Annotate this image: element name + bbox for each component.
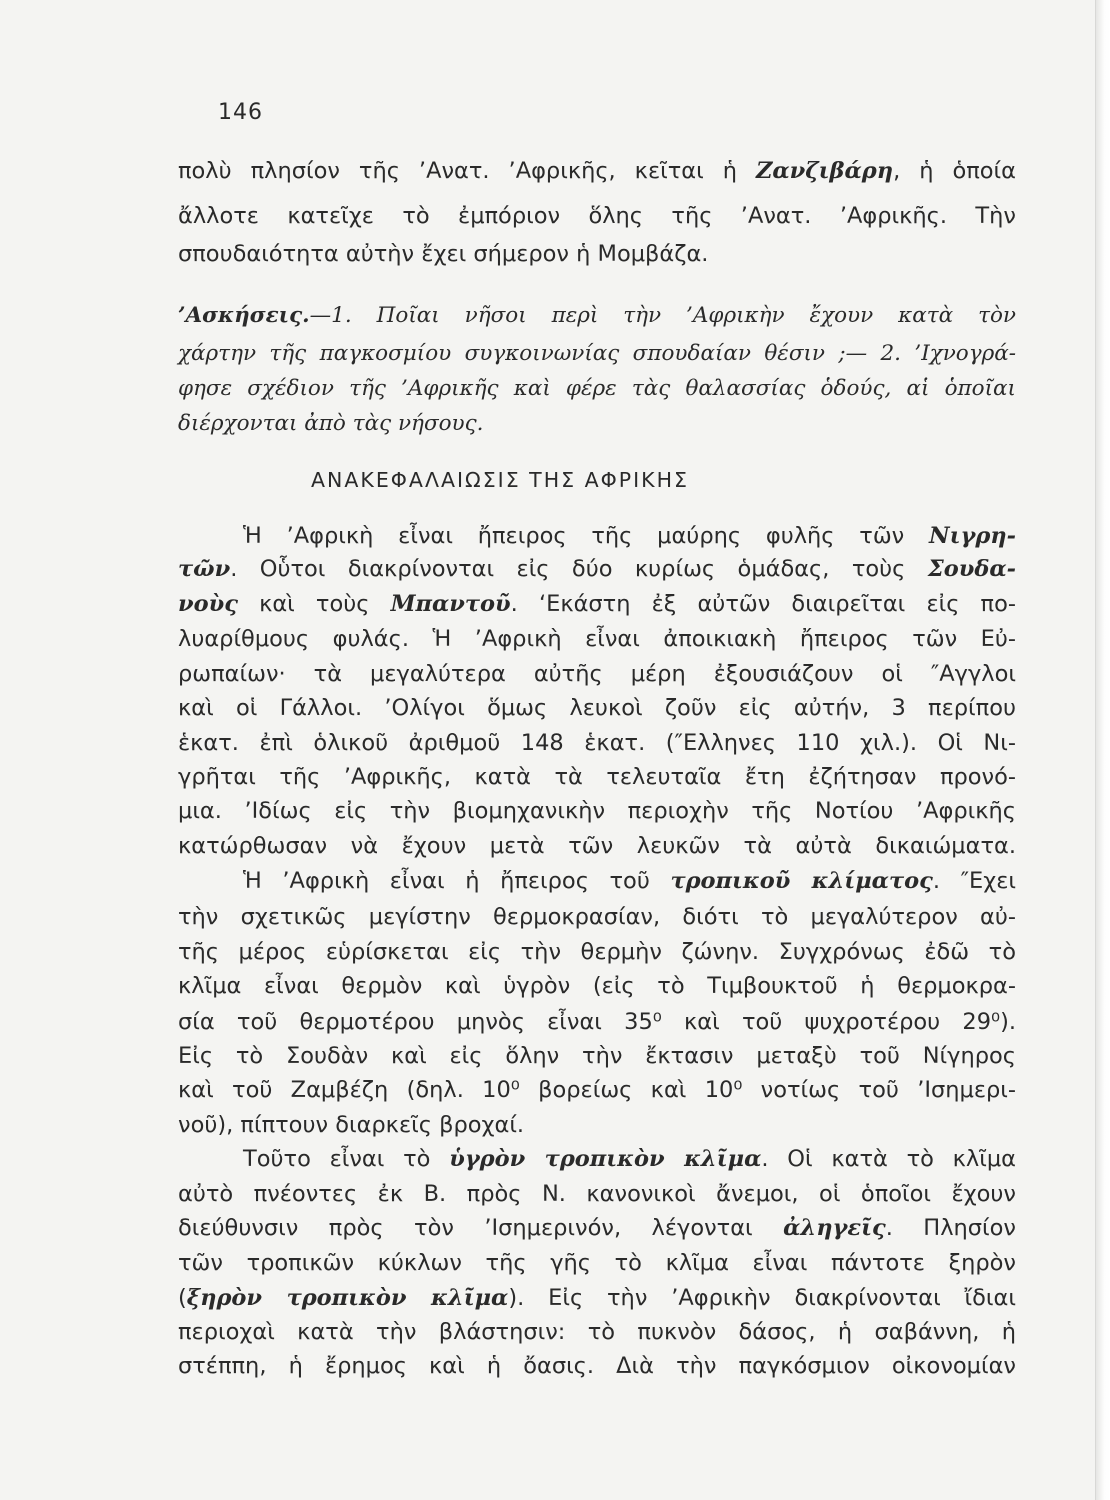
text-line: σπουδαιότητα αὐτὴν ἔχει σήμερον ἡ Μομβάζα. xyxy=(178,241,709,267)
text-line: Ἡ ’Αφρικὴ εἶναι ἤπειρος τῆς μαύρης φυλῆς τῶν Νιγρη- xyxy=(243,523,1016,549)
emphasis-term: ξηρὸν τροπικὸν κλῖμα xyxy=(186,1285,509,1311)
text-line: τῶν. Οὗτοι διακρίνονται εἰς δύο κυρίως ὁμάδας, τοὺς Σουδα- xyxy=(178,556,1016,582)
text-line: μια. ’Ιδίως εἰς τὴν βιομηχανικὴν περιοχὴν τῆς Νοτίου ’Αφρικῆς xyxy=(178,798,1016,824)
emphasis-term: νοὺς xyxy=(178,591,238,617)
text-line: χάρτην τῆς παγκοσμίου συγκοινωνίας σπουδαίαν θέσιν ;— 2. ’Ιχνογρά- xyxy=(178,341,1016,366)
emphasis-term: τῶν xyxy=(178,556,231,582)
page-number: 146 xyxy=(218,100,263,125)
scan-edge xyxy=(1095,0,1110,1500)
text-line: κατώρθωσαν νὰ ἔχουν μετὰ τῶν λευκῶν τὰ αὐτὰ δικαιώματα. xyxy=(178,833,1016,859)
text-line: ρωπαίων· τὰ μεγαλύτερα αὐτῆς μέρη ἐξουσιάζουν οἱ ″Αγγλοι xyxy=(178,661,1016,687)
text-line: στέππη, ἡ ἔρημος καὶ ἡ ὄασις. Διὰ τὴν παγκόσμιον οἰκονομίαν xyxy=(178,1353,1016,1379)
emphasis-term: τροπικοῦ κλίματος xyxy=(670,868,933,894)
text-line: διεύθυνσιν πρὸς τὸν ’Ισημερινόν, λέγονται ἀληγεῖς. Πλησίον xyxy=(178,1215,1016,1241)
text-line: τὴν σχετικῶς μεγίστην θερμοκρασίαν, διότι τὸ μεγαλύτερον αὐ- xyxy=(178,904,1016,930)
text-line: καὶ τοῦ Ζαμβέζη (δηλ. 10⁰ βορείως καὶ 10⁰ νοτίως τοῦ ’Ισημερι- xyxy=(178,1077,1016,1103)
text-line: διέρχονται ἀπὸ τὰς νήσους. xyxy=(178,411,484,436)
text-line: καὶ οἱ Γάλλοι. ’Ολίγοι ὅμως λευκοὶ ζοῦν εἰς αὐτήν, 3 περίπου xyxy=(178,695,1016,721)
text-line: ἑκατ. ἐπὶ ὁλικοῦ ἀριθμοῦ 148 ἑκατ. (″Ελληνες 110 χιλ.). Οἱ Νι- xyxy=(178,730,1016,756)
text-line: τῶν τροπικῶν κύκλων τῆς γῆς τὸ κλῖμα εἶναι πάντοτε ξηρὸν xyxy=(178,1250,1016,1276)
emphasis-term: ἀληγεῖς xyxy=(783,1215,886,1241)
text-line: κλῖμα εἶναι θερμὸν καὶ ὑγρὸν (εἰς τὸ Τιμβουκτοῦ ἡ θερμοκρα- xyxy=(178,973,1016,999)
emphasis-term: Μπαντοῦ xyxy=(390,591,511,617)
emphasis-term: Ζανζιβάρη xyxy=(755,158,894,184)
text-line: φησε σχέδιον τῆς ’Αφρικῆς καὶ φέρε τὰς θαλασσίας ὁδούς, αἱ ὁποῖαι xyxy=(178,376,1016,401)
text-line: νοὺς καὶ τοὺς Μπαντοῦ. ‘Εκάστη ἐξ αὐτῶν διαιρεῖται εἰς πο- xyxy=(178,591,1016,617)
text-line: πολὺ πλησίον τῆς ’Ανατ. ’Αφρικῆς, κεῖται ἡ Ζανζιβάρη, ἡ ὁποία xyxy=(178,158,1016,184)
text-line: τῆς μέρος εὑρίσκεται εἰς τὴν θερμὴν ζώνην. Συγχρόνως ἐδῶ τὸ xyxy=(178,939,1016,965)
text-line: λυαρίθμους φυλάς. Ἡ ’Αφρικὴ εἶναι ἀποικιακὴ ἤπειρος τῶν Εὐ- xyxy=(178,626,1016,652)
emphasis-term: Σουδα- xyxy=(927,556,1016,582)
text-line: νοῦ), πίπτουν διαρκεῖς βροχαί. xyxy=(178,1112,525,1138)
text-line: γρῆται τῆς ’Αφρικῆς, κατὰ τὰ τελευταῖα ἔτη ἐζήτησαν προνό- xyxy=(178,764,1016,790)
text-line: Ἡ ’Αφρικὴ εἶναι ἡ ἤπειρος τοῦ τροπικοῦ κλίματος. ″Εχει xyxy=(243,868,1016,894)
exercises-label: ’Ασκήσεις. xyxy=(178,303,310,328)
text-line: σία τοῦ θερμοτέρου μηνὸς εἶναι 35⁰ καὶ τοῦ ψυχροτέρου 29⁰). xyxy=(178,1009,1016,1035)
section-heading: ΑΝΑΚΕΦΑΛΑΙΩΣΙΣ ΤΗΣ ΑΦΡΙΚΗΣ xyxy=(311,468,689,492)
text-line: (ξηρὸν τροπικὸν κλῖμα). Εἰς τὴν ’Αφρικὴν διακρίνονται ἴδιαι xyxy=(178,1285,1016,1311)
emphasis-term: ὑγρὸν τροπικὸν κλῖμα xyxy=(449,1146,762,1172)
text-line: ’Ασκήσεις.—1. Ποῖαι νῆσοι περὶ τὴν ’Αφρικὴν ἔχουν κατὰ τὸν xyxy=(178,303,1016,328)
text-line: Τοῦτο εἶναι τὸ ὑγρὸν τροπικὸν κλῖμα. Οἱ κατὰ τὸ κλῖμα xyxy=(243,1146,1016,1172)
text-line: αὐτὸ πνέοντες ἐκ Β. πρὸς Ν. κανονικοὶ ἄνεμοι, οἱ ὁποῖοι ἔχουν xyxy=(178,1181,1016,1207)
text-line: ἄλλοτε κατεῖχε τὸ ἐμπόριον ὅλης τῆς ’Ανατ. ’Αφρικῆς. Τὴν xyxy=(178,203,1016,229)
text-line: Εἰς τὸ Σουδὰν καὶ εἰς ὅλην τὴν ἔκτασιν μεταξὺ τοῦ Νίγηρος xyxy=(178,1043,1016,1069)
emphasis-term: Νιγρη- xyxy=(929,523,1016,549)
text-line: περιοχαὶ κατὰ τὴν βλάστησιν: τὸ πυκνὸν δάσος, ἡ σαβάννη, ἡ xyxy=(178,1319,1016,1345)
